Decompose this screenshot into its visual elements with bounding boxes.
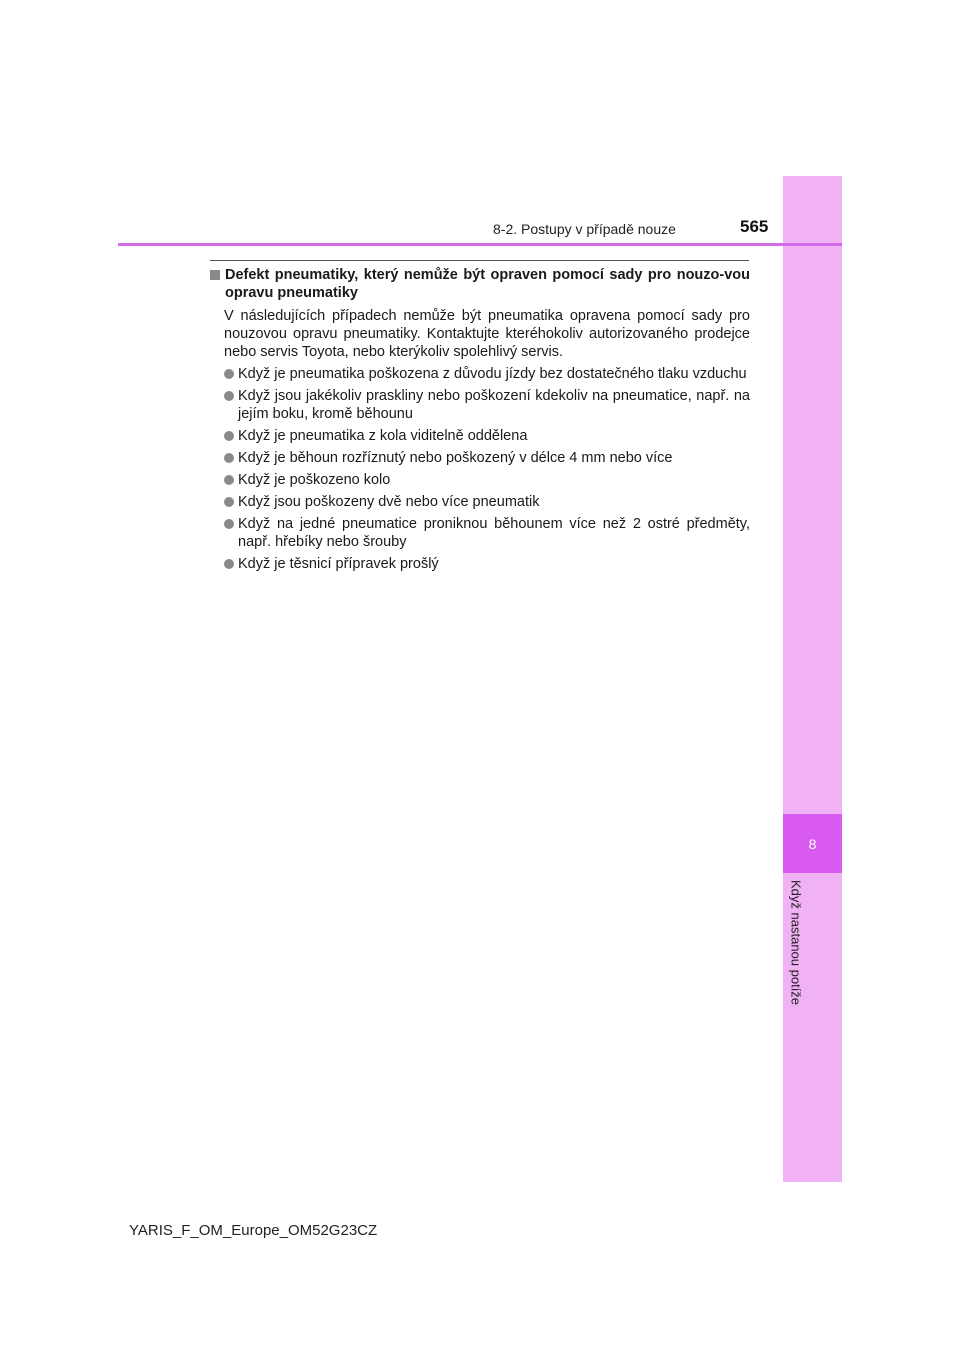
- list-item: [210, 387, 750, 423]
- list-item-text: Když je běhoun rozříznutý nebo poškozený v délce 4 mm nebo více: [238, 450, 673, 466]
- circle-bullet-icon: [224, 453, 234, 463]
- list-item: [210, 365, 750, 383]
- header-section-title: 8-2. Postupy v případě nouze: [493, 221, 676, 237]
- section-heading: [210, 266, 750, 302]
- list-item-text: Když je těsnicí přípravek prošlý: [238, 556, 439, 572]
- content-body: [210, 266, 750, 573]
- chapter-side-tab: [783, 176, 842, 1182]
- list-item: [210, 515, 750, 551]
- list-item-text: Když je pneumatika z kola viditelně oddělena: [238, 428, 528, 444]
- circle-bullet-icon: [224, 559, 234, 569]
- circle-bullet-icon: [224, 497, 234, 507]
- list-item-text: Když na jedné pneumatice proniknou běhounem více než 2 ostré předměty, např. hřebíky nebo šrouby: [238, 516, 750, 550]
- circle-bullet-icon: [224, 431, 234, 441]
- list-item-text: Když jsou poškozeny dvě nebo více pneumatik: [238, 494, 540, 510]
- list-item-text: Když je poškozeno kolo: [238, 472, 391, 488]
- header-rule: [118, 243, 842, 246]
- square-bullet-icon: [210, 270, 220, 280]
- list-item: [210, 493, 750, 511]
- circle-bullet-icon: [224, 391, 234, 401]
- document-code: YARIS_F_OM_Europe_OM52G23CZ: [129, 1222, 378, 1239]
- circle-bullet-icon: [224, 519, 234, 529]
- page-number: 565: [740, 217, 769, 236]
- chapter-title: Když nastanou potíže: [788, 880, 804, 1006]
- list-item-text: Když je pneumatika poškozena z důvodu jízdy bez dostatečného tlaku vzduchu: [238, 366, 747, 382]
- list-item: [210, 471, 750, 489]
- chapter-number: 8: [783, 814, 842, 873]
- section-heading-text: Defekt pneumatiky, který nemůže být opraven pomocí sady pro nouzo-vou opravu pneumatiky: [225, 267, 750, 301]
- intro-paragraph: V následujících případech nemůže být pneumatika opravena pomocí sady pro nouzovou opravu pneumatiky. Kontaktujte kteréhokoliv autorizovaného prodejce nebo servis Toyota, nebo kterýkoliv spolehlivý servis.: [224, 308, 750, 360]
- list-item: [210, 555, 750, 573]
- content-top-rule: [210, 260, 749, 261]
- list-item: [210, 449, 750, 467]
- list-item: [210, 427, 750, 445]
- bullet-list: [210, 365, 750, 573]
- list-item-text: Když jsou jakékoliv praskliny nebo poškození kdekoliv na pneumatice, např. na jejím boku, kromě běhounu: [238, 388, 750, 422]
- circle-bullet-icon: [224, 475, 234, 485]
- circle-bullet-icon: [224, 369, 234, 379]
